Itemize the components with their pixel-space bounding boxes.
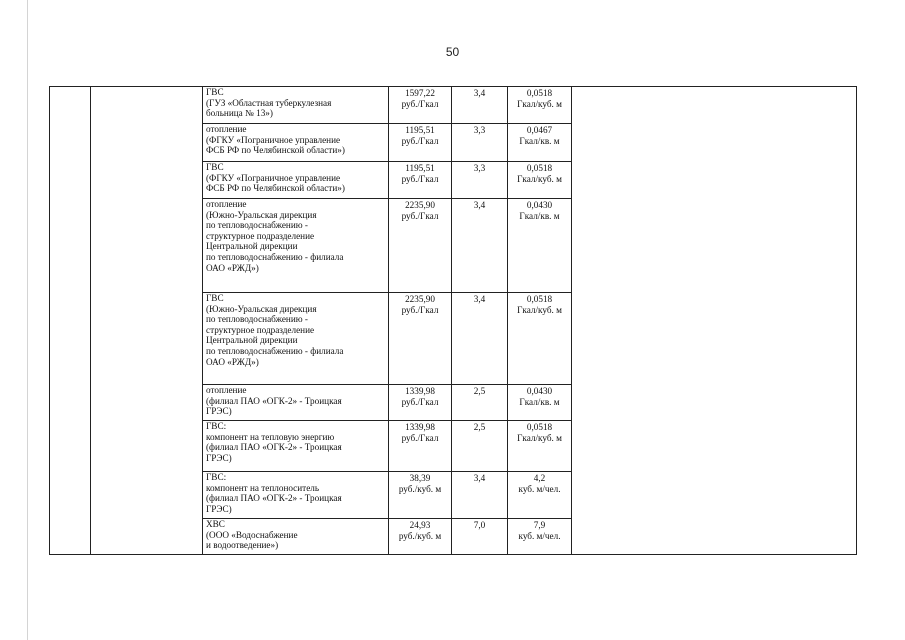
coefficient-cell	[452, 124, 508, 162]
cell-line: Гкал/кв. м	[519, 135, 560, 146]
cell-line: руб./Гкал	[401, 304, 439, 315]
cell-line: 1597,22	[405, 88, 435, 98]
empty-municipality-cell	[91, 87, 203, 555]
cell-line: 0,0518	[526, 88, 553, 98]
norm-cell	[508, 199, 572, 293]
coefficient-value: 3,3	[473, 125, 486, 135]
tariff-cell	[389, 162, 452, 199]
cell-line: 1195,51	[405, 163, 435, 173]
cell-line: (ГУЗ «Областная туберкулезная	[206, 97, 332, 108]
cell-line: 38,39	[409, 473, 431, 483]
cell-line: больница № 13»)	[206, 108, 273, 119]
cell-line: 0,0467	[526, 125, 553, 135]
coefficient-cell	[452, 87, 508, 124]
cell-line: Гкал/куб. м	[517, 304, 562, 315]
cell-line: (ФГКУ «Пограничное управление	[206, 134, 341, 145]
cell-line: ГРЭС)	[206, 452, 232, 463]
coefficient-value: 3,4	[473, 473, 486, 483]
coefficient-cell	[452, 519, 508, 555]
cell-line: руб./Гкал	[401, 135, 439, 146]
page-number: 50	[445, 45, 460, 59]
cell-line: Гкал/кв. м	[519, 210, 560, 221]
table-body	[50, 87, 857, 555]
service-provider-cell	[203, 519, 389, 555]
cell-line: (ФГКУ «Пограничное управление	[206, 172, 341, 183]
cell-line: 1195,51	[405, 125, 435, 135]
service-provider-cell	[203, 124, 389, 162]
norm-cell	[508, 385, 572, 421]
service-provider-cell	[203, 162, 389, 199]
coefficient-value: 3,4	[473, 200, 486, 210]
empty-number-cell	[50, 87, 91, 555]
cell-line: ОАО «РЖД»)	[206, 262, 259, 273]
cell-line: компонент на теплоноситель	[206, 482, 320, 493]
table-row	[50, 87, 857, 124]
cell-line: 2235,90	[405, 294, 435, 304]
cell-line: куб. м/чел.	[518, 530, 561, 541]
cell-line: 0,0518	[526, 294, 553, 304]
coefficient-value: 7,0	[473, 520, 486, 530]
cell-line: 0,0518	[526, 163, 553, 173]
tariff-cell	[389, 87, 452, 124]
cell-line: (Южно-Уральская дирекция	[206, 209, 317, 220]
scan-margin-line	[27, 0, 28, 640]
cell-line: по тепловодоснабжению -	[206, 220, 308, 231]
cell-line: руб./куб. м	[398, 483, 442, 494]
coefficient-cell	[452, 162, 508, 199]
norm-cell	[508, 87, 572, 124]
service-provider-cell	[203, 385, 389, 421]
coefficient-cell	[452, 293, 508, 385]
cell-line: ФСБ РФ по Челябинской области»)	[206, 145, 345, 156]
norm-cell	[508, 472, 572, 519]
service-provider-cell	[203, 472, 389, 519]
coefficient-cell	[452, 199, 508, 293]
cell-line: и водоотведение»)	[206, 540, 279, 551]
cell-line: Центральной дирекции	[206, 241, 298, 252]
norm-cell	[508, 162, 572, 199]
coefficient-value: 2,5	[473, 422, 486, 432]
coefficient-value: 3,4	[473, 88, 486, 98]
cell-line: руб./куб. м	[398, 530, 442, 541]
cell-line: (Южно-Уральская дирекция	[206, 303, 317, 314]
cell-line: ГВС	[206, 87, 224, 97]
cell-line: отопление	[206, 199, 247, 209]
tariff-table	[49, 86, 857, 555]
cell-line: ГРЭС)	[206, 406, 232, 417]
cell-line: по тепловодоснабжению - филиала	[206, 251, 344, 262]
cell-line: 0,0430	[526, 200, 553, 210]
cell-line: отопление	[206, 385, 247, 395]
cell-line: 1339,98	[405, 422, 435, 432]
cell-line: 7,9	[533, 520, 546, 530]
service-provider-cell	[203, 421, 389, 472]
cell-line: по тепловодоснабжению -	[206, 314, 308, 325]
cell-line: Гкал/куб. м	[517, 98, 562, 109]
service-provider-cell	[203, 293, 389, 385]
cell-line: Центральной дирекции	[206, 335, 298, 346]
service-provider-cell	[203, 87, 389, 124]
cell-line: Гкал/куб. м	[517, 432, 562, 443]
cell-line: отопление	[206, 124, 247, 134]
cell-line: структурное подразделение	[206, 230, 315, 241]
cell-line: 0,0518	[526, 422, 553, 432]
cell-line: 2235,90	[405, 200, 435, 210]
tariff-cell	[389, 472, 452, 519]
tariff-cell	[389, 519, 452, 555]
tariff-table-wrap	[49, 86, 857, 555]
cell-line: руб./Гкал	[401, 210, 439, 221]
cell-line: (филиал ПАО «ОГК-2» - Троицкая	[206, 442, 342, 453]
cell-line: руб./Гкал	[401, 432, 439, 443]
norm-cell	[508, 293, 572, 385]
coefficient-value: 2,5	[473, 386, 486, 396]
cell-line: (филиал ПАО «ОГК-2» - Троицкая	[206, 395, 342, 406]
cell-line: ФСБ РФ по Челябинской области»)	[206, 183, 345, 194]
tariff-cell	[389, 199, 452, 293]
service-provider-cell	[203, 199, 389, 293]
cell-line: (ООО «Водоснабжение	[206, 529, 298, 540]
cell-line: Гкал/куб. м	[517, 173, 562, 184]
norm-cell	[508, 421, 572, 472]
coefficient-cell	[452, 472, 508, 519]
tariff-cell	[389, 421, 452, 472]
cell-line: ГВС	[206, 293, 224, 303]
cell-line: компонент на тепловую энергию	[206, 431, 335, 442]
cell-line: ГВС:	[206, 472, 227, 482]
tariff-cell	[389, 124, 452, 162]
cell-line: 1339,98	[405, 386, 435, 396]
coefficient-cell	[452, 421, 508, 472]
coefficient-value: 3,4	[473, 294, 486, 304]
cell-line: ОАО «РЖД»)	[206, 356, 259, 367]
cell-line: 4,2	[533, 473, 546, 483]
cell-line: 24,93	[409, 520, 431, 530]
tariff-cell	[389, 293, 452, 385]
cell-line: ГВС:	[206, 421, 227, 431]
tariff-cell	[389, 385, 452, 421]
cell-line: ХВС	[206, 519, 225, 529]
cell-line: структурное подразделение	[206, 324, 315, 335]
cell-line: по тепловодоснабжению - филиала	[206, 345, 344, 356]
empty-notes-cell	[572, 87, 857, 555]
cell-line: Гкал/кв. м	[519, 396, 560, 407]
norm-cell	[508, 519, 572, 555]
cell-line: ГВС	[206, 162, 224, 172]
norm-cell	[508, 124, 572, 162]
cell-line: ГРЭС)	[206, 503, 232, 514]
coefficient-cell	[452, 385, 508, 421]
coefficient-value: 3,3	[473, 163, 486, 173]
cell-line: 0,0430	[526, 386, 553, 396]
cell-line: руб./Гкал	[401, 173, 439, 184]
cell-line: (филиал ПАО «ОГК-2» - Троицкая	[206, 493, 342, 504]
cell-line: руб./Гкал	[401, 396, 439, 407]
cell-line: куб. м/чел.	[518, 483, 561, 494]
cell-line: руб./Гкал	[401, 98, 439, 109]
